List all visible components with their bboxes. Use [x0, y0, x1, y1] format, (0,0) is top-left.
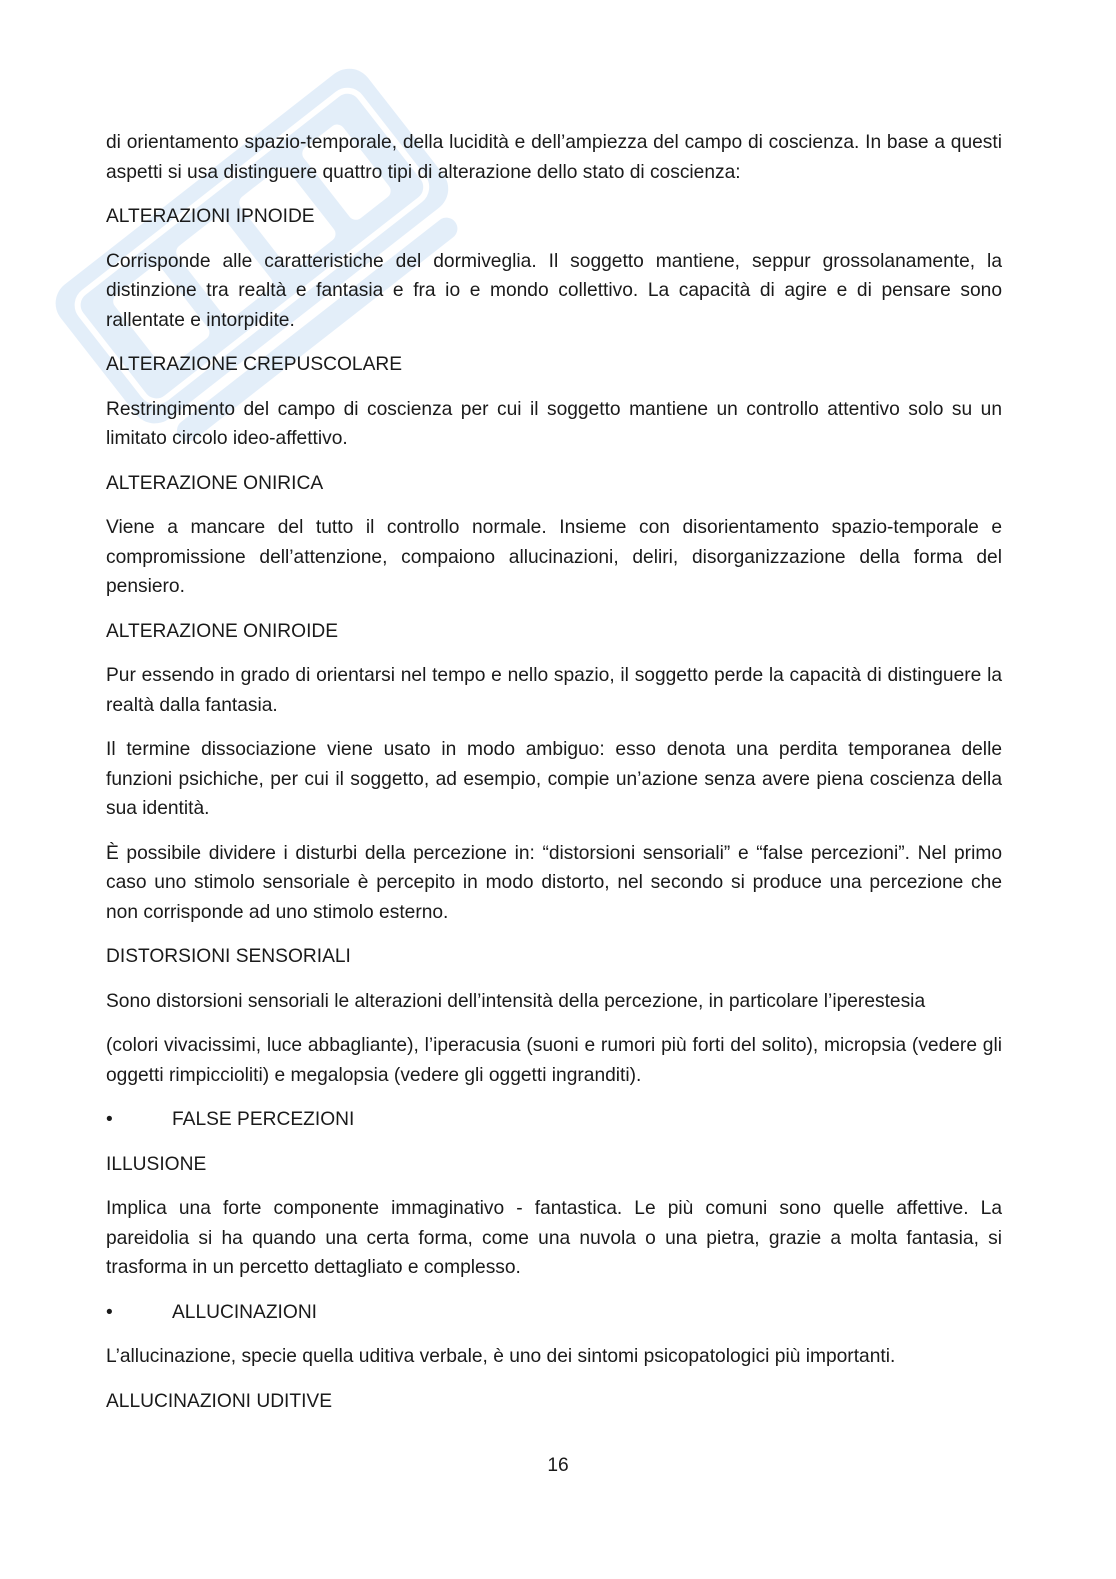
section-heading-oniroide: ALTERAZIONE ONIROIDE: [106, 620, 339, 642]
body-paragraph-distorsioni-1: Sono distorsioni sensoriali le alterazioni dell’intensità della percezione, in particolare l’iperestesia: [106, 990, 926, 1012]
body-paragraph-allucinazione: L’allucinazione, specie quella uditiva verbale, è uno dei sintomi psicopatologici più importanti.: [106, 1346, 896, 1367]
body-paragraph-ipnoide: Corrisponde alle caratteristiche del dormiveglia. Il soggetto mantiene, seppur grossolanamente, la distinzione tra realtà e fantasia e fra io e mondo collettivo. La capacità di agire e di pensare sono rallentate e intorpidite.: [106, 250, 1002, 331]
bullet-mark: •: [106, 1301, 113, 1323]
bullet-mark: •: [106, 1109, 113, 1130]
section-heading-onirica: ALTERAZIONE ONIRICA: [106, 472, 324, 494]
section-heading-distorsioni: DISTORSIONI SENSORIALI: [106, 946, 351, 967]
body-paragraph-dissociazione: Il termine dissociazione viene usato in modo ambiguo: esso denota una perdita temporanea delle funzioni psichiche, per cui il soggetto, ad esempio, compie un’azione senza avere piena coscienza della sua identità.: [106, 739, 1002, 819]
body-paragraph-oniroide: Pur essendo in grado di orientarsi nel tempo e nello spazio, il soggetto perde la capacità di distinguere la realtà dalla fantasia.: [106, 665, 1002, 716]
document-body: [106, 128, 1002, 1431]
section-heading-uditive: ALLUCINAZIONI UDITIVE: [106, 1390, 333, 1412]
body-paragraph-1: di orientamento spazio-temporale, della lucidità e dell’ampiezza del campo di coscienza. In base a questi aspetti si usa distinguere quattro tipi di alterazione dello stato di coscienza:: [106, 132, 1002, 183]
body-paragraph-percezione: È possibile dividere i disturbi della percezione in: “distorsioni sensoriali” e “false percezioni”. Nel primo caso uno stimolo sensoriale è percepito in modo distorto, nel secondo si produce una percezione che non corrisponde ad uno stimolo esterno.: [106, 842, 1002, 923]
bullet-item-false-percezioni: [106, 1105, 1002, 1135]
section-heading-illusione: ILLUSIONE: [106, 1153, 207, 1175]
body-paragraph-crepuscolare: Restringimento del campo di coscienza per cui il soggetto mantiene un controllo attentivo solo su un limitato circolo ideo-affettivo.: [106, 398, 1002, 449]
bullet-text: ALLUCINAZIONI: [172, 1301, 318, 1323]
section-heading-ipnoide: ALTERAZIONI IPNOIDE: [106, 206, 315, 227]
body-paragraph-illusione: Implica una forte componente immaginativo - fantastica. Le più comuni sono quelle affettive. La pareidolia si ha quando una certa forma, come una nuvola o una pietra, grazie a molta fantasia, si trasforma in un percetto dettagliato e complesso.: [106, 1198, 1002, 1278]
body-paragraph-distorsioni-2: (colori vivacissimi, luce abbagliante), l’iperacusia (suoni e rumori più forti del solito), micropsia (vedere gli oggetti rimpiccioliti) e megalopsia (vedere gli oggetti ingranditi).: [106, 1035, 1002, 1086]
bullet-text: FALSE PERCEZIONI: [172, 1109, 355, 1130]
section-heading-crepuscolare: ALTERAZIONE CREPUSCOLARE: [106, 354, 403, 375]
bullet-item-allucinazioni: [106, 1298, 1002, 1328]
body-paragraph-onirica: Viene a mancare del tutto il controllo normale. Insieme con disorientamento spazio-temporale e compromissione dell’attenzione, compaiono allucinazioni, deliri, disorganizzazione della forma del pensiero.: [106, 517, 1002, 597]
page-number: 16: [547, 1455, 569, 1476]
